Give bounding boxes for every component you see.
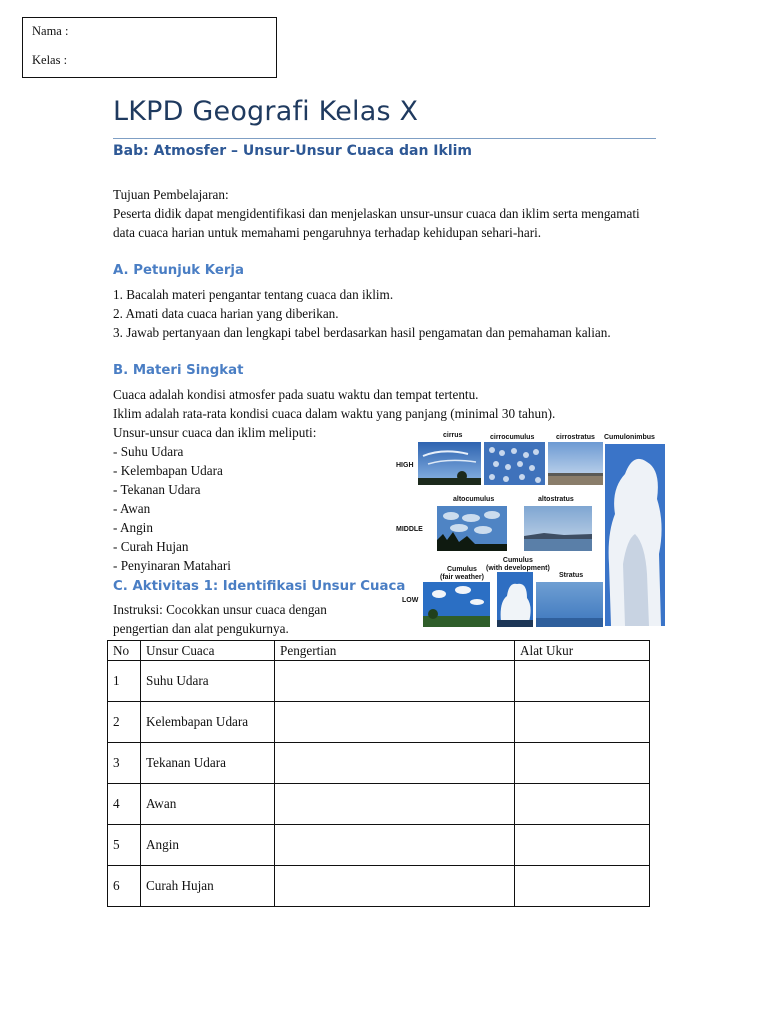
table-row	[108, 743, 650, 784]
row-pengertian-cell[interactable]	[275, 702, 515, 743]
stratus-photo	[536, 582, 603, 627]
table-row	[108, 702, 650, 743]
altostratus-label: altostratus	[538, 496, 574, 503]
unsur-item: - Angin	[113, 520, 153, 535]
tujuan-section	[113, 185, 658, 242]
page-title: LKPD Geografi Kelas X	[113, 96, 419, 127]
level-middle-label: MIDDLE	[396, 526, 423, 533]
tujuan-text: Peserta didik dapat mengidentifikasi dan menjelaskan unsur-unsur cuaca dan iklim serta mengamati data cuaca harian untuk memahami pengaruhnya terhadap kehidupan sehari-hari.	[113, 206, 640, 240]
cirrostratus-photo	[548, 442, 603, 485]
level-low-label: LOW	[402, 597, 419, 604]
row-unsur: Kelembapan Udara	[141, 702, 275, 743]
identity-box	[22, 17, 277, 78]
petunjuk-heading: A. Petunjuk Kerja	[113, 263, 244, 278]
petunjuk-item-1: 1. Bacalah materi pengantar tentang cuaca dan iklim.	[113, 287, 394, 302]
table-row	[108, 866, 650, 907]
petunjuk-item-2: 2. Amati data cuaca harian yang diberikan.	[113, 306, 339, 321]
materi-line-1: Cuaca adalah kondisi atmosfer pada suatu waktu dan tempat tertentu.	[113, 387, 479, 402]
row-unsur: Curah Hujan	[141, 866, 275, 907]
unsur-item: - Kelembapan Udara	[113, 463, 223, 478]
cumulus-dev-photo	[497, 572, 533, 627]
table-row	[108, 784, 650, 825]
row-no: 5	[108, 825, 141, 866]
title-divider	[113, 138, 656, 139]
level-high-label: HIGH	[396, 462, 414, 469]
row-pengertian-cell[interactable]	[275, 743, 515, 784]
materi-heading: B. Materi Singkat	[113, 363, 244, 378]
col-no-header: No	[108, 641, 141, 661]
petunjuk-list	[113, 285, 658, 342]
materi-line-2: Iklim adalah rata-rata kondisi cuaca dalam waktu yang panjang (minimal 30 tahun).	[113, 406, 556, 421]
petunjuk-item-3: 3. Jawab pertanyaan dan lengkapi tabel berdasarkan hasil pengamatan dan pemahaman kalian.	[113, 325, 611, 340]
cumulus-fair-label: Cumulus (fair weather)	[440, 566, 484, 581]
altocumulus-photo	[437, 506, 507, 551]
cumulus-dev-label: Cumulus (with development)	[486, 557, 550, 572]
row-alat-cell[interactable]	[515, 825, 650, 866]
aktivitas-instruksi: Instruksi: Cocokkan unsur cuaca dengan pengertian dan alat pengukurnya.	[113, 602, 327, 636]
col-pengertian-header: Pengertian	[275, 641, 515, 661]
table-row	[108, 825, 650, 866]
cumulonimbus-photo	[605, 444, 665, 626]
kelas-label: Kelas :	[32, 53, 68, 67]
row-no: 4	[108, 784, 141, 825]
col-alat-header: Alat Ukur	[515, 641, 650, 661]
unsur-item: - Penyinaran Matahari	[113, 558, 231, 573]
col-unsur-header: Unsur Cuaca	[141, 641, 275, 661]
row-pengertian-cell[interactable]	[275, 825, 515, 866]
page-subtitle: Bab: Atmosfer – Unsur-Unsur Cuaca dan Iklim	[113, 143, 473, 159]
altocumulus-label: altocumulus	[453, 496, 495, 503]
unsur-item: - Tekanan Udara	[113, 482, 201, 497]
tujuan-label: Tujuan Pembelajaran:	[113, 187, 229, 202]
unsur-item: - Suhu Udara	[113, 444, 184, 459]
row-alat-cell[interactable]	[515, 866, 650, 907]
stratus-label: Stratus	[559, 572, 584, 579]
row-no: 6	[108, 866, 141, 907]
row-pengertian-cell[interactable]	[275, 866, 515, 907]
table-row	[108, 661, 650, 702]
unsur-list	[113, 442, 393, 575]
row-alat-cell[interactable]	[515, 743, 650, 784]
cloud-types-figure	[393, 430, 665, 628]
unsur-item: - Awan	[113, 501, 151, 516]
cirrocumulus-photo	[484, 442, 545, 485]
row-pengertian-cell[interactable]	[275, 661, 515, 702]
altostratus-photo	[524, 506, 592, 551]
cumulonimbus-label: Cumulonimbus	[604, 434, 655, 441]
cirrus-label: cirrus	[443, 432, 463, 439]
cirrostratus-label: cirrostratus	[556, 434, 595, 441]
nama-label: Nama :	[32, 24, 69, 38]
row-no: 3	[108, 743, 141, 784]
row-unsur: Angin	[141, 825, 275, 866]
materi-line-3: Unsur-unsur cuaca dan iklim meliputi:	[113, 425, 317, 440]
row-pengertian-cell[interactable]	[275, 784, 515, 825]
unsur-cuaca-table	[107, 640, 650, 907]
row-alat-cell[interactable]	[515, 702, 650, 743]
row-unsur: Awan	[141, 784, 275, 825]
unsur-item: - Curah Hujan	[113, 539, 189, 554]
cumulus-fair-photo	[423, 582, 490, 627]
table-header-row	[108, 641, 650, 661]
aktivitas-heading: C. Aktivitas 1: Identifikasi Unsur Cuaca	[113, 579, 406, 594]
cirrocumulus-label: cirrocumulus	[490, 434, 535, 441]
row-alat-cell[interactable]	[515, 661, 650, 702]
row-no: 1	[108, 661, 141, 702]
row-alat-cell[interactable]	[515, 784, 650, 825]
row-unsur: Suhu Udara	[141, 661, 275, 702]
cirrus-photo	[418, 442, 481, 485]
row-unsur: Tekanan Udara	[141, 743, 275, 784]
row-no: 2	[108, 702, 141, 743]
